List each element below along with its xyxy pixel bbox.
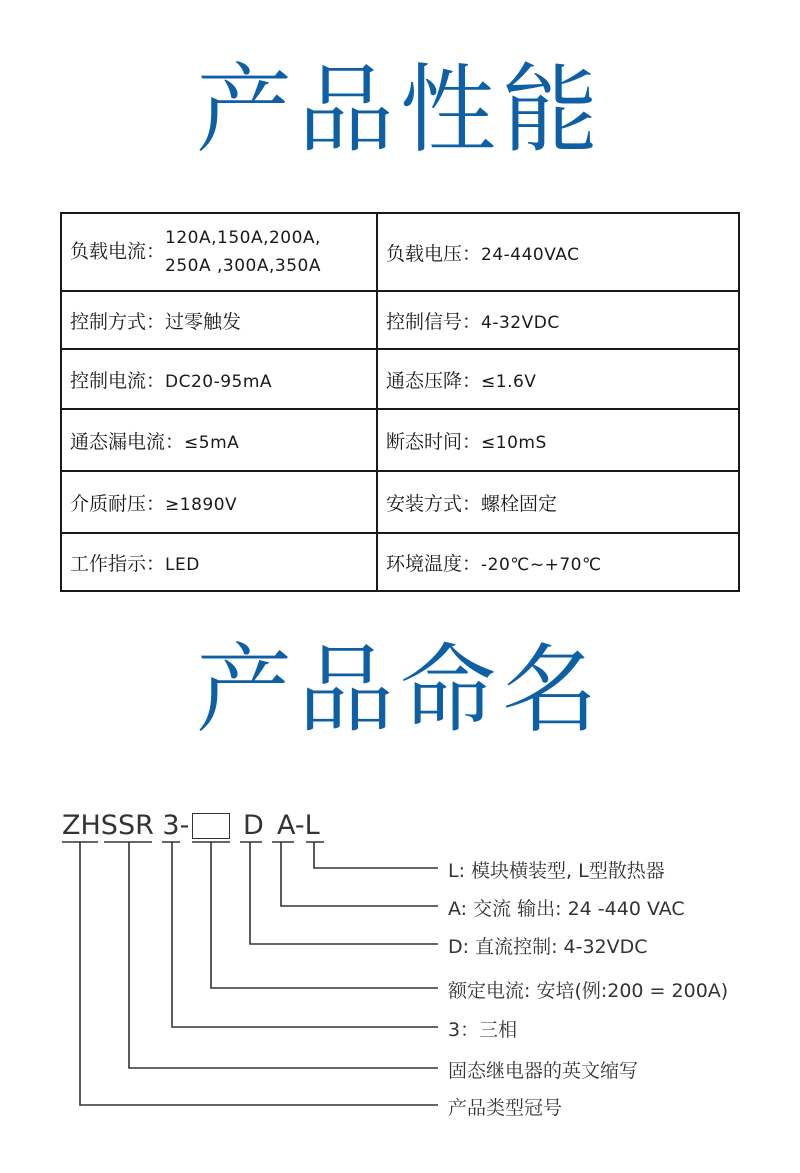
spec-value: 24-440VAC	[481, 244, 580, 265]
connector-a	[281, 842, 438, 906]
spec-label: 控制电流：	[70, 369, 166, 392]
legend-item: D: 直流控制: 4-32VDC	[448, 936, 648, 958]
spec-label: 安装方式：	[386, 492, 482, 515]
legend-item: 3：三相	[448, 1019, 518, 1041]
spec-label: 断态时间：	[386, 430, 482, 453]
spec-value: 120A,150A,200A,	[165, 228, 321, 248]
spec-value: ≤5mA	[184, 432, 240, 453]
spec-label: 负载电流：	[70, 240, 166, 263]
spec-value: DC20-95mA	[165, 371, 273, 392]
model-code-output: A-L	[277, 810, 320, 841]
spec-value: ≥1890V	[165, 494, 238, 515]
spec-label: 环境温度：	[386, 552, 482, 575]
connector-current	[211, 842, 438, 988]
spec-value: ≤10mS	[481, 432, 547, 453]
spec-label: 控制方式：	[70, 310, 166, 333]
legend-item: A: 交流 输出: 24 -440 VAC	[448, 898, 685, 920]
spec-value: -20℃~+70℃	[481, 554, 602, 575]
spec-value: 250A ,300A,350A	[165, 256, 321, 276]
spec-label: 介质耐压：	[70, 492, 166, 515]
spec-value: LED	[165, 554, 200, 575]
legend-item: 固态继电器的英文缩写	[448, 1060, 639, 1082]
connector-d	[250, 842, 438, 944]
spec-value: 4-32VDC	[481, 312, 560, 333]
connector-ssr	[129, 842, 438, 1068]
performance-title: 产品性能	[196, 54, 604, 166]
spec-value: 过零触发	[165, 310, 242, 333]
naming-title: 产品命名	[196, 634, 604, 746]
connector-zh	[80, 842, 438, 1105]
model-code-prefix: ZHSSR 3-	[62, 810, 190, 841]
spec-label: 通态压降：	[386, 369, 482, 392]
legend-item: 额定电流: 安培(例:200 = 200A)	[448, 980, 729, 1002]
legend-item: 产品类型冠号	[448, 1097, 563, 1119]
spec-label: 工作指示：	[70, 552, 166, 575]
model-code-control: D	[243, 810, 264, 841]
spec-label: 通态漏电流：	[70, 430, 185, 453]
legend-item: L: 模块横装型, L型散热器	[448, 860, 665, 882]
spec-value: ≤1.6V	[481, 371, 537, 392]
connector-3	[172, 842, 438, 1027]
spec-label: 控制信号：	[386, 310, 482, 333]
spec-value: 螺栓固定	[481, 492, 558, 515]
connector-l	[314, 842, 438, 868]
spec-label: 负载电压：	[386, 242, 482, 265]
